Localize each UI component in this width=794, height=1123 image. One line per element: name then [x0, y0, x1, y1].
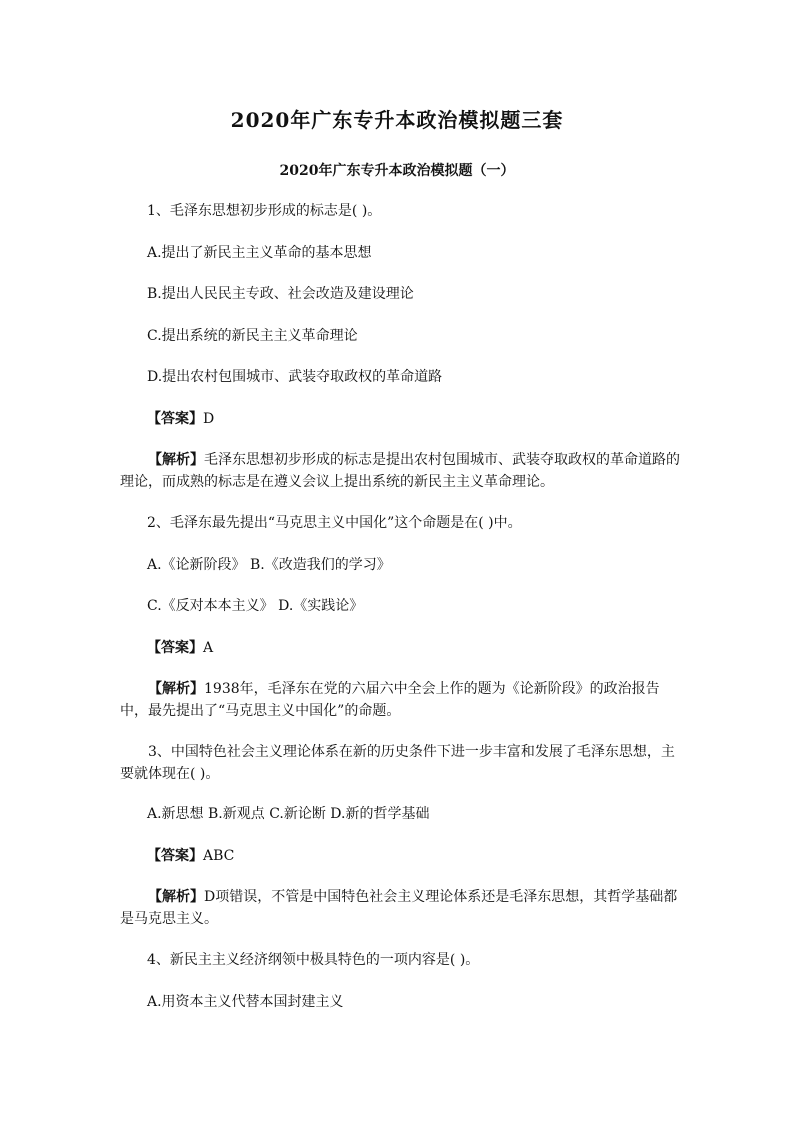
question-4-stem: 4、新民主主义经济纲领中极具特色的一项内容是( )。 [147, 952, 480, 968]
question-1-stem: 1、毛泽东思想初步形成的标志是( )。 [147, 203, 382, 219]
analysis-text: 毛泽东思想初步形成的标志是提出农村包围城市、武装夺取政权的革命道路的理论，而成熟的标志是在遵义会议上提出系统的新民主主义革命理论。 [120, 452, 680, 490]
analysis-label: 【解析】 [148, 452, 204, 468]
question-4-option-a: A.用资本主义代替本国封建主义 [147, 994, 344, 1010]
answer-label: 【答案】 [147, 848, 203, 864]
answer-value: ABC [203, 848, 235, 864]
question-1-option-d: D.提出农村包围城市、武装夺取政权的革命道路 [147, 369, 443, 385]
question-3-answer [147, 846, 234, 866]
question-3-stem: 3、中国特色社会主义理论体系在新的历史条件下进一步丰富和发展了毛泽东思想，主要就体现在( )。 [120, 744, 675, 782]
analysis-label: 【解析】 [148, 681, 204, 697]
document-title: 2020年广东专升本政治模拟题三套 [230, 108, 564, 132]
question-3-options: A.新思想 B.新观点 C.新论断 D.新的哲学基础 [147, 806, 430, 822]
question-1-option-b: B.提出人民民主专政、社会改造及建设理论 [147, 286, 414, 302]
answer-value: D [203, 411, 215, 427]
question-1-option-c: C.提出系统的新民主主义革命理论 [147, 328, 358, 344]
answer-label: 【答案】 [147, 640, 203, 656]
question-3-analysis [120, 886, 680, 930]
question-2-answer [147, 638, 213, 658]
question-1-analysis [120, 449, 680, 493]
analysis-label: 【解析】 [148, 889, 204, 905]
question-2-stem: 2、毛泽东最先提出“马克思主义中国化”这个命题是在( )中。 [147, 515, 522, 531]
question-2-options-ab: A.《论新阶段》 B.《改造我们的学习》 [147, 557, 391, 573]
question-2-options-cd: C.《反对本本主义》 D.《实践论》 [147, 598, 364, 614]
answer-value: A [203, 640, 214, 656]
question-1-option-a: A.提出了新民主主义革命的基本思想 [147, 245, 372, 261]
section-title: 2020年广东专升本政治模拟题（一） [279, 163, 515, 179]
analysis-text: 1938年，毛泽东在党的六届六中全会上作的题为《论新阶段》的政治报告中，最先提出了“马克思主义中国化”的命题。 [120, 681, 660, 719]
question-1-answer [147, 409, 214, 429]
answer-label: 【答案】 [147, 411, 203, 427]
analysis-text: D项错误，不管是中国特色社会主义理论体系还是毛泽东思想，其哲学基础都是马克思主义。 [120, 889, 678, 927]
question-2-analysis [120, 678, 680, 722]
